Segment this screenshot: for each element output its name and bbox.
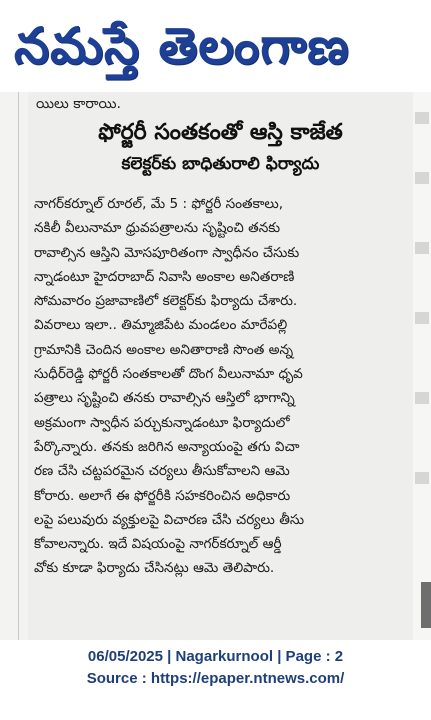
body-line: కోరారు. అలాగే ఈ ఫోర్జరీకి సహకరించిన అధికారు <box>34 487 291 504</box>
body-line: సుధీర్‌రెడ్డి ఫోర్జరీ సంతకాలతో దొంగ వీలునామా ధృవ <box>34 366 303 383</box>
body-line: గ్రామానికి చెందిన అంకాల అనితారాణి సొంత అన్న <box>34 341 294 358</box>
date-edition-page: 06/05/2025 | Nagarkurnool | Page : 2 <box>87 648 344 665</box>
clipping-footer <box>0 646 431 690</box>
article-body <box>34 192 410 581</box>
body-line: వివరాలు ఇలా.. తిమ్మాజిపేట మండలం మారేపల్లి <box>34 317 288 334</box>
body-line: సోమవారం ప్రజావాణిలో కలెక్టర్‌కు ఫిర్యాదు చేశారు. <box>34 293 298 310</box>
article-headline: ఫోర్జరీ సంతకంతో ఆస్తి కాజేత <box>98 120 343 145</box>
body-line: నకిలీ వీలునామా ధ్రువపత్రాలను సృష్టించి తనకు <box>34 220 281 237</box>
right-page-margin <box>413 92 431 640</box>
adjacent-text-fragment <box>415 242 429 254</box>
left-page-margin <box>0 92 28 640</box>
body-line: అక్రమంగా స్వాధీన పర్చుకున్నాడంటూ ఫిర్యాదులో <box>34 414 290 431</box>
body-line: లపై పలువురు వ్యక్తులపై విచారణ చేసి చర్యలు తీసు <box>34 511 305 528</box>
body-line: న్నాడంటూ హైదరాబాద్ నివాసి అంకాల అనితరాణి <box>34 268 295 285</box>
body-line: రణ చేసి చట్టపరమైన చర్యలు తీసుకోవాలని ఆమె <box>34 463 290 480</box>
source-link: Source : https://epaper.ntnews.com/ <box>86 670 345 687</box>
body-line: కోవాలన్నారు. ఇదే విషయంపై నాగర్‌కర్నూల్ ఆర్డీ <box>34 536 282 553</box>
adjacent-dark-block <box>421 582 431 628</box>
newspaper-logo: నమస్తే తెలంగాణ <box>14 17 350 75</box>
masthead <box>0 0 431 92</box>
adjacent-text-fragment <box>415 172 429 184</box>
body-line: నాగర్‌కర్నూల్ రూరల్, మే 5 : ఫోర్జరీ సంతకాలు, <box>34 196 284 212</box>
body-line: పేర్కొన్నారు. తనకు జరిగిన అన్యాయంపై తగు విచా <box>34 438 300 455</box>
column-divider <box>18 92 19 640</box>
adjacent-text-fragment <box>415 112 429 124</box>
adjacent-text-fragment <box>415 472 429 484</box>
article-clipping <box>28 92 413 640</box>
body-line: రావాల్సిన ఆస్తిని మోసపూరితంగా స్వాధీనం చేసుకు <box>34 244 300 261</box>
adjacent-text-fragment <box>415 392 429 404</box>
body-line: పత్రాలు సృష్టించి తనకు రావాల్సిన ఆస్తిలో భాగాన్ని <box>34 390 295 407</box>
article-subheadline: కలెక్టర్‌కు బాధితురాలి ఫిర్యాదు <box>121 154 320 174</box>
previous-article-fragment: యిలు కారాయి. <box>36 96 121 112</box>
body-line: వోకు కూడా ఫిర్యాదు చేసినట్లు ఆమె తెలిపారు. <box>34 560 275 577</box>
adjacent-text-fragment <box>415 312 429 324</box>
